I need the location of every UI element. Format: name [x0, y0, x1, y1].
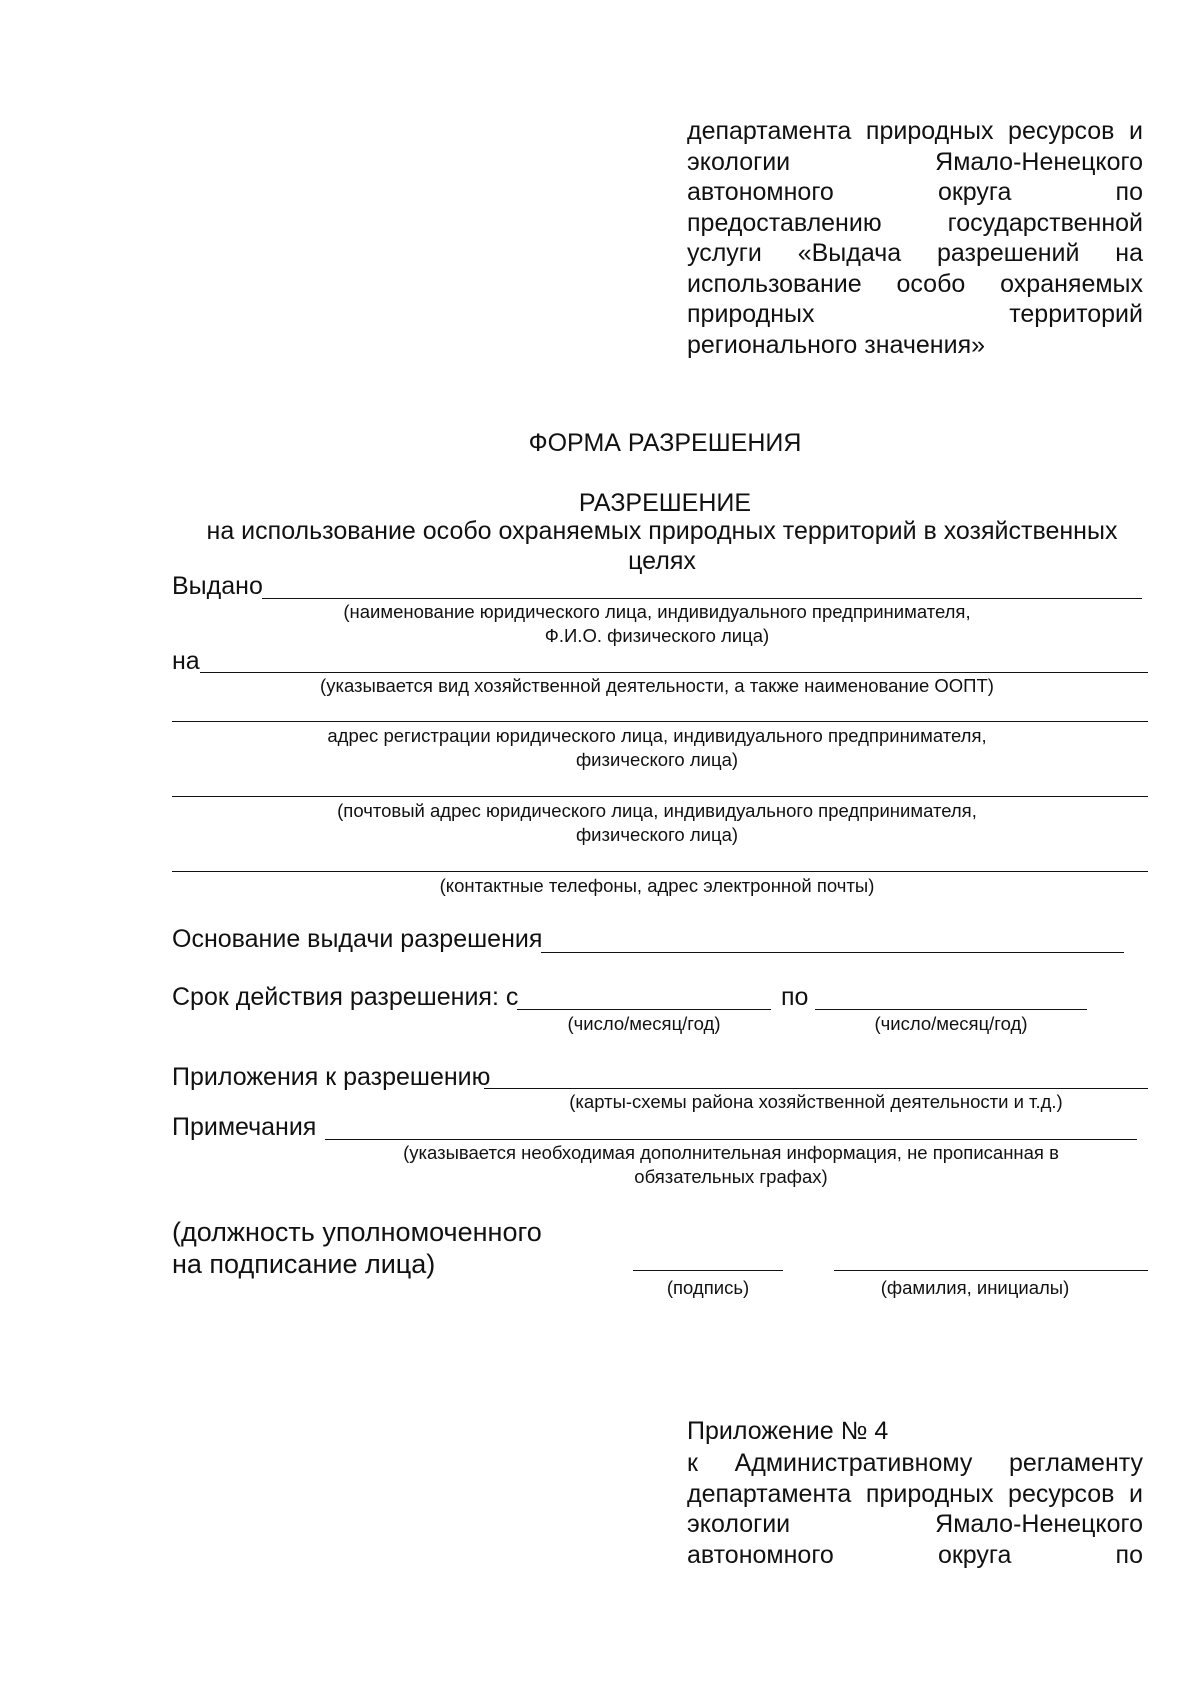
header-line: природных территорий — [687, 300, 1143, 328]
attachments-label: Приложения к разрешению — [172, 1063, 491, 1091]
date-from-hint: (число/месяц/год) — [567, 1013, 721, 1034]
permit-title: РАЗРЕШЕНИЕ — [578, 489, 752, 517]
header-line: регионального значения» — [687, 330, 986, 359]
name-hint: (фамилия, инициалы) — [880, 1277, 1070, 1298]
signer-position: (должность уполномоченного — [172, 1217, 542, 1247]
issued-label: Выдано — [172, 572, 263, 600]
basis-label: Основание выдачи разрешения — [172, 925, 543, 953]
attachments-field-line[interactable] — [484, 1088, 1148, 1089]
activity-hint: (указывается вид хозяйственной деятельности, а также наименование ООПТ) — [320, 675, 994, 696]
appendix-line: экологии Ямало-Ненецкого — [687, 1510, 1143, 1538]
header-line: услуги «Выдача разрешений на — [687, 239, 1143, 267]
activity-field-line[interactable] — [200, 672, 1148, 673]
issued-hint: (наименование юридического лица, индивидуального предпринимателя, — [343, 601, 971, 622]
validity-to-label: по — [781, 983, 809, 1011]
appendix-line: к Административному регламенту — [687, 1449, 1143, 1477]
basis-field-line[interactable] — [541, 952, 1124, 953]
postal-address-field-line[interactable] — [172, 796, 1148, 797]
reg-address-hint: физического лица) — [575, 749, 739, 770]
validity-label: Срок действия разрешения: с — [172, 983, 519, 1011]
header-line: департамента природных ресурсов и — [687, 117, 1143, 145]
issued-field-line[interactable] — [262, 598, 1142, 599]
notes-hint: (указывается необходимая дополнительная информация, не прописанная в — [403, 1142, 1059, 1163]
notes-label: Примечания — [172, 1113, 317, 1141]
signature-hint: (подпись) — [666, 1277, 750, 1298]
form-title: ФОРМА РАЗРЕШЕНИЯ — [528, 429, 802, 457]
header-line: использование особо охраняемых — [687, 269, 1143, 298]
permit-subtitle: на использование особо охраняемых природных территорий в хозяйственных целях — [206, 517, 1118, 575]
contacts-field-line[interactable] — [172, 871, 1148, 872]
header-line: автономного округа по — [687, 178, 1143, 206]
header-block — [687, 116, 1143, 360]
for-label: на — [172, 647, 200, 675]
signer-position: на подписание лица) — [172, 1249, 436, 1279]
date-to-field-line[interactable] — [815, 1009, 1087, 1010]
appendix-title: Приложение № 4 — [687, 1417, 889, 1445]
postal-address-hint: (почтовый адрес юридического лица, индивидуального предпринимателя, — [337, 800, 977, 821]
appendix-block — [687, 1448, 1143, 1570]
date-to-hint: (число/месяц/год) — [874, 1013, 1028, 1034]
header-line: предоставлению государственной — [687, 208, 1143, 237]
reg-address-hint: адрес регистрации юридического лица, индивидуального предпринимателя, — [327, 725, 987, 746]
contacts-hint: (контактные телефоны, адрес электронной почты) — [439, 875, 875, 896]
postal-address-hint: физического лица) — [575, 824, 739, 845]
issued-hint: Ф.И.О. физического лица) — [544, 625, 770, 646]
notes-field-line[interactable] — [325, 1139, 1137, 1140]
header-line: экологии Ямало-Ненецкого — [687, 147, 1143, 176]
reg-address-field-line[interactable] — [172, 721, 1148, 722]
notes-hint: обязательных графах) — [634, 1166, 828, 1187]
date-from-field-line[interactable] — [517, 1009, 771, 1010]
name-field-line[interactable] — [834, 1270, 1148, 1271]
appendix-line: автономного округа по — [687, 1540, 1143, 1569]
signature-field-line[interactable] — [633, 1270, 783, 1271]
appendix-line: департамента природных ресурсов и — [687, 1479, 1143, 1508]
attachments-hint: (карты-схемы района хозяйственной деятельности и т.д.) — [569, 1091, 1063, 1112]
